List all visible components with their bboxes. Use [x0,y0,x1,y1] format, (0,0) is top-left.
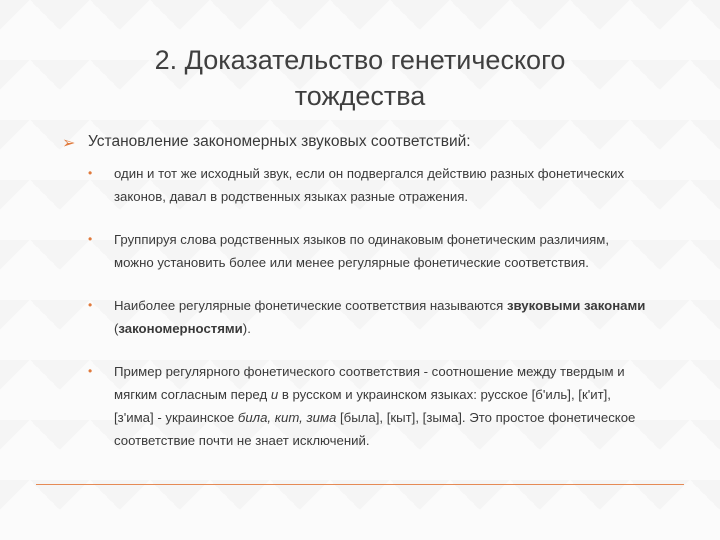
lead-highlight: закономерных звуковых соответствий [192,133,467,150]
title-line-1: 2. Доказательство генетического [154,45,566,75]
bullet-italic-term: била, кит, зима [237,410,337,425]
footer-divider [36,484,684,485]
dot-bullet-icon: • [88,232,93,246]
lead-statement [62,133,688,152]
bullet-text-part: [была], [кыт], [зыма]. Это простое фонетическое соответствие почти не знает исключений. [114,410,636,448]
lead-prefix: Установление [88,133,193,150]
list-item [88,360,648,452]
bullet-text-part: Пример регулярного фонетического соответствия - соотношение между твердым и мягким согласным перед [114,364,625,402]
bullet-text-pre: Наиболее регулярные фонетические соответствия называются [114,298,507,313]
bullet-text-post: ). [242,321,251,336]
bullet-text: Группируя слова родственных языков по одинаковым фонетическим различиям, можно установить более или менее регулярные фонетические соответствия. [114,232,610,270]
lead-suffix: : [466,133,471,150]
list-item [88,228,648,274]
dot-bullet-icon: • [88,298,93,312]
arrow-bullet-icon: ➢ [62,135,76,152]
bullet-text-mid: ( [114,321,119,336]
bullet-list [88,162,648,472]
bullet-text: один и тот же исходный звук, если он подвергался действию разных фонетических законов, давал в родственных языках разные отражения. [114,166,625,204]
bullet-bold-term: звуковыми законами [506,298,646,313]
bullet-text-part: в русском и украинском языках: русское [б'иль], [к'ит], [з'има] - украинское [114,387,611,425]
bullet-italic-term: и [270,387,279,402]
dot-bullet-icon: • [88,166,93,180]
bullet-bold-term: закономерностями [118,321,243,336]
title-line-2: тождества [294,81,426,111]
dot-bullet-icon: • [88,364,93,378]
list-item [88,162,648,208]
list-item [88,294,648,340]
slide-title [70,42,650,114]
